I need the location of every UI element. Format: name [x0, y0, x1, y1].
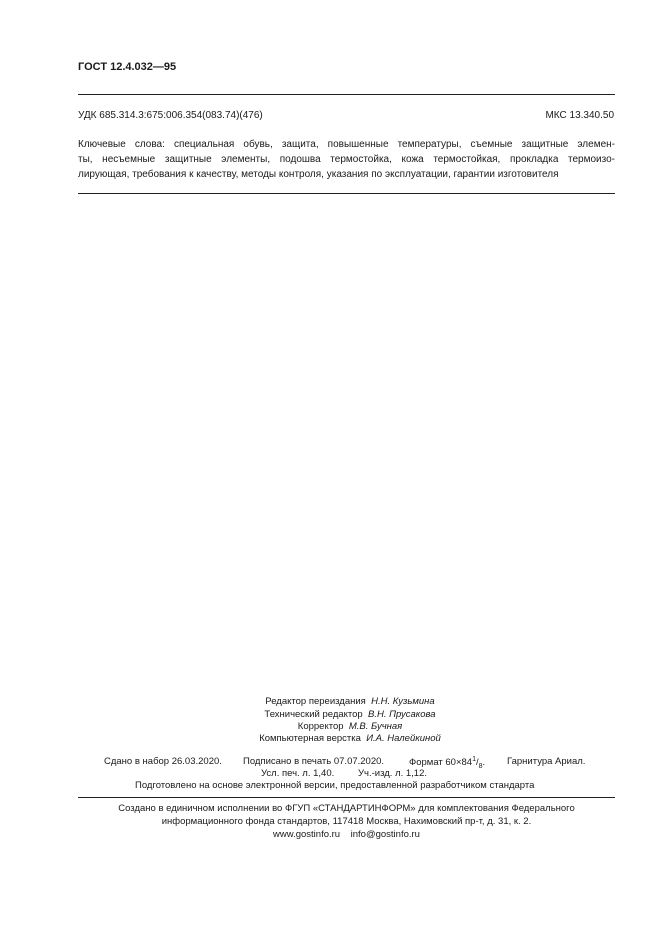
- imprint-format: Формат $60\times 84^1/_8$.: [409, 756, 486, 771]
- imprint-prepared: Подготовлено на основе электронной версии, предоставленной разработчиком стандарта: [135, 780, 535, 791]
- keywords-divider: [78, 193, 615, 194]
- keywords-line: ты, несъемные защитные элементы, подошва термостойка, кожа термостойкая, прокладка термоизо-: [78, 154, 615, 165]
- credit-editor: Редактор переиздания Н.Н. Кузьмина: [265, 696, 435, 707]
- footer-line-1: Создано в единичном исполнении во ФГУП «СТАНДАРТИНФОРМ» для комплектования Федерального: [118, 803, 575, 814]
- website-link[interactable]: www.gostinfo.ru: [273, 829, 341, 840]
- keywords-line: Ключевые слова: специальная обувь, защита, повышенные температуры, съемные защитные элемен-: [78, 139, 615, 150]
- footer-contacts: [78, 829, 615, 840]
- credit-tech-editor: Технический редактор В.Н. Прусакова: [264, 709, 436, 720]
- imprint-typeface: Гарнитура Ариал.: [507, 756, 586, 767]
- footer-divider: [78, 797, 615, 798]
- credit-proofreader: Корректор М.В. Бучная: [297, 721, 403, 732]
- imprint-signed: Подписано в печать 07.07.2020.: [243, 756, 385, 767]
- imprint-pub-sheets: Уч.-изд. л. 1,12.: [358, 768, 428, 779]
- top-divider: [78, 94, 615, 95]
- keywords-block: [78, 137, 615, 182]
- mks-code: МКС 13.340.50: [545, 110, 614, 121]
- email-link[interactable]: info@gostinfo.ru: [350, 829, 420, 840]
- imprint-typeset: Сдано в набор 26.03.2020.: [104, 756, 222, 767]
- credit-layout: Компьютерная верстка И.А. Налейкиной: [259, 733, 441, 744]
- keywords-line: лирующая, требования к качеству, методы контроля, указания по эксплуатации, гарантии изготовителя: [78, 169, 559, 180]
- standard-number: ГОСТ 12.4.032—95: [78, 61, 177, 73]
- imprint-print-sheets: Усл. печ. л. 1,40.: [261, 768, 335, 779]
- footer-line-2: информационного фонда стандартов, 117418 Москва, Нахимовский пр-т, д. 31, к. 2.: [161, 816, 532, 827]
- udk-code: УДК 685.314.3:675:006.354(083.74)(476): [78, 110, 263, 121]
